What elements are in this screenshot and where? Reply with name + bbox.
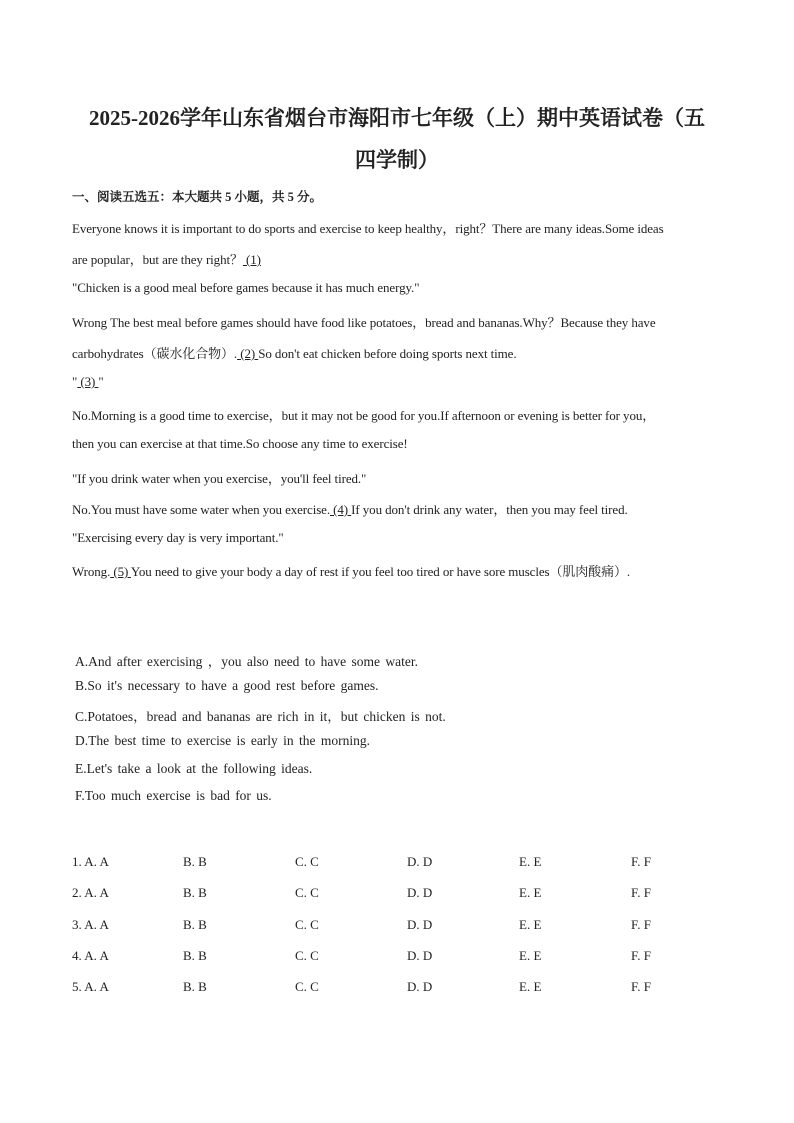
passage-line: then you can exercise at that time.So choose any time to exercise! [72, 436, 408, 451]
answer-choice-c[interactable]: C. C [295, 948, 319, 963]
passage-line [72, 343, 517, 362]
answer-row-5 [72, 979, 712, 997]
answer-choice-b[interactable]: B. B [183, 854, 207, 869]
answer-choice-e[interactable]: E. E [519, 854, 542, 869]
answer-choice-a[interactable]: 4. A. A [72, 948, 109, 963]
answer-choice-c[interactable]: C. C [295, 885, 319, 900]
blank-5: (5) [110, 564, 131, 579]
exam-title-line1: 2025-2026学年山东省烟台市海阳市七年级（上）期中英语试卷（五 [89, 106, 705, 130]
answer-row-1 [72, 854, 712, 872]
answer-choice-c[interactable]: C. C [295, 979, 319, 994]
blank-1: (1) [242, 252, 261, 267]
blank-4: (4) [330, 502, 352, 517]
passage-line: Wrong The best meal before games should have food like potatoes，bread and bananas.Why？Because they have [72, 315, 656, 330]
quote-mark: " [72, 374, 78, 389]
answer-row-4 [72, 948, 712, 966]
passage-text: Wrong. [72, 564, 111, 579]
passage-line [72, 561, 630, 580]
passage-line [72, 249, 261, 268]
exam-title-line2: 四学制） [355, 148, 439, 172]
answer-choice-f[interactable]: F. F [631, 885, 651, 900]
answer-choice-d[interactable]: D. D [407, 979, 433, 994]
option-c: C.Potatoes，bread and bananas are rich in it，but chicken is not. [75, 709, 446, 724]
answer-choice-a[interactable]: 5. A. A [72, 979, 109, 994]
passage-line [72, 374, 104, 390]
answer-choice-b[interactable]: B. B [183, 948, 207, 963]
answer-choice-f[interactable]: F. F [631, 854, 651, 869]
answer-choice-d[interactable]: D. D [407, 948, 433, 963]
answer-choice-c[interactable]: C. C [295, 854, 319, 869]
blank-2: (2) [237, 346, 259, 361]
answer-choice-d[interactable]: D. D [407, 917, 433, 932]
answer-choice-c[interactable]: C. C [295, 917, 319, 932]
answer-choice-e[interactable]: E. E [519, 979, 542, 994]
answer-choice-d[interactable]: D. D [407, 854, 433, 869]
answer-choice-e[interactable]: E. E [519, 917, 542, 932]
option-e: E.Let's take a look at the following ideas. [75, 761, 313, 776]
passage-line: "Chicken is a good meal before games because it has much energy." [72, 280, 420, 295]
answer-choice-a[interactable]: 2. A. A [72, 885, 109, 900]
answer-choice-e[interactable]: E. E [519, 948, 542, 963]
passage-text: are popular，but are they right？ [72, 252, 243, 267]
quote-mark: " [98, 374, 104, 389]
answer-row-2 [72, 885, 712, 903]
answer-choice-a[interactable]: 1. A. A [72, 854, 109, 869]
passage-line: No.Morning is a good time to exercise，but it may not be good for you.If afternoon or evening is better for you， [72, 408, 656, 423]
answer-choice-f[interactable]: F. F [631, 917, 651, 932]
passage-line: "Exercising every day is very important." [72, 530, 284, 545]
answer-row-3 [72, 917, 712, 935]
option-f: F.Too much exercise is bad for us. [75, 788, 272, 803]
passage-text: No.You must have some water when you exercise. [72, 502, 330, 517]
option-d: D.The best time to exercise is early in the morning. [75, 733, 371, 748]
passage-line: "If you drink water when you exercise，you'll feel tired." [72, 471, 367, 486]
passage-text: So don't eat chicken before doing sports next time. [258, 346, 517, 361]
answer-choice-b[interactable]: B. B [183, 917, 207, 932]
answer-choice-b[interactable]: B. B [183, 885, 207, 900]
option-a: A.And after exercising ，you also need to have some water. [75, 654, 419, 669]
section-heading: 一、阅读五选五：本大题共 5 小题，共 5 分。 [72, 190, 323, 204]
answer-choice-f[interactable]: F. F [631, 948, 651, 963]
answer-choice-b[interactable]: B. B [183, 979, 207, 994]
answer-choice-a[interactable]: 3. A. A [72, 917, 109, 932]
answer-choice-d[interactable]: D. D [407, 885, 433, 900]
passage-text: If you don't drink any water，then you may feel tired. [351, 502, 628, 517]
answer-choice-f[interactable]: F. F [631, 979, 651, 994]
passage-text: carbohydrates（碳水化合物）. [72, 346, 238, 361]
passage-line: Everyone knows it is important to do sports and exercise to keep healthy，right？There are many ideas.Some ideas [72, 221, 664, 236]
passage-line [72, 499, 628, 518]
blank-3: (3) [77, 374, 99, 389]
option-b: B.So it's necessary to have a good rest before games. [75, 678, 379, 693]
passage-text: You need to give your body a day of rest if you feel too tired or have sore muscles（肌肉酸痛）. [130, 564, 631, 579]
answer-choice-e[interactable]: E. E [519, 885, 542, 900]
